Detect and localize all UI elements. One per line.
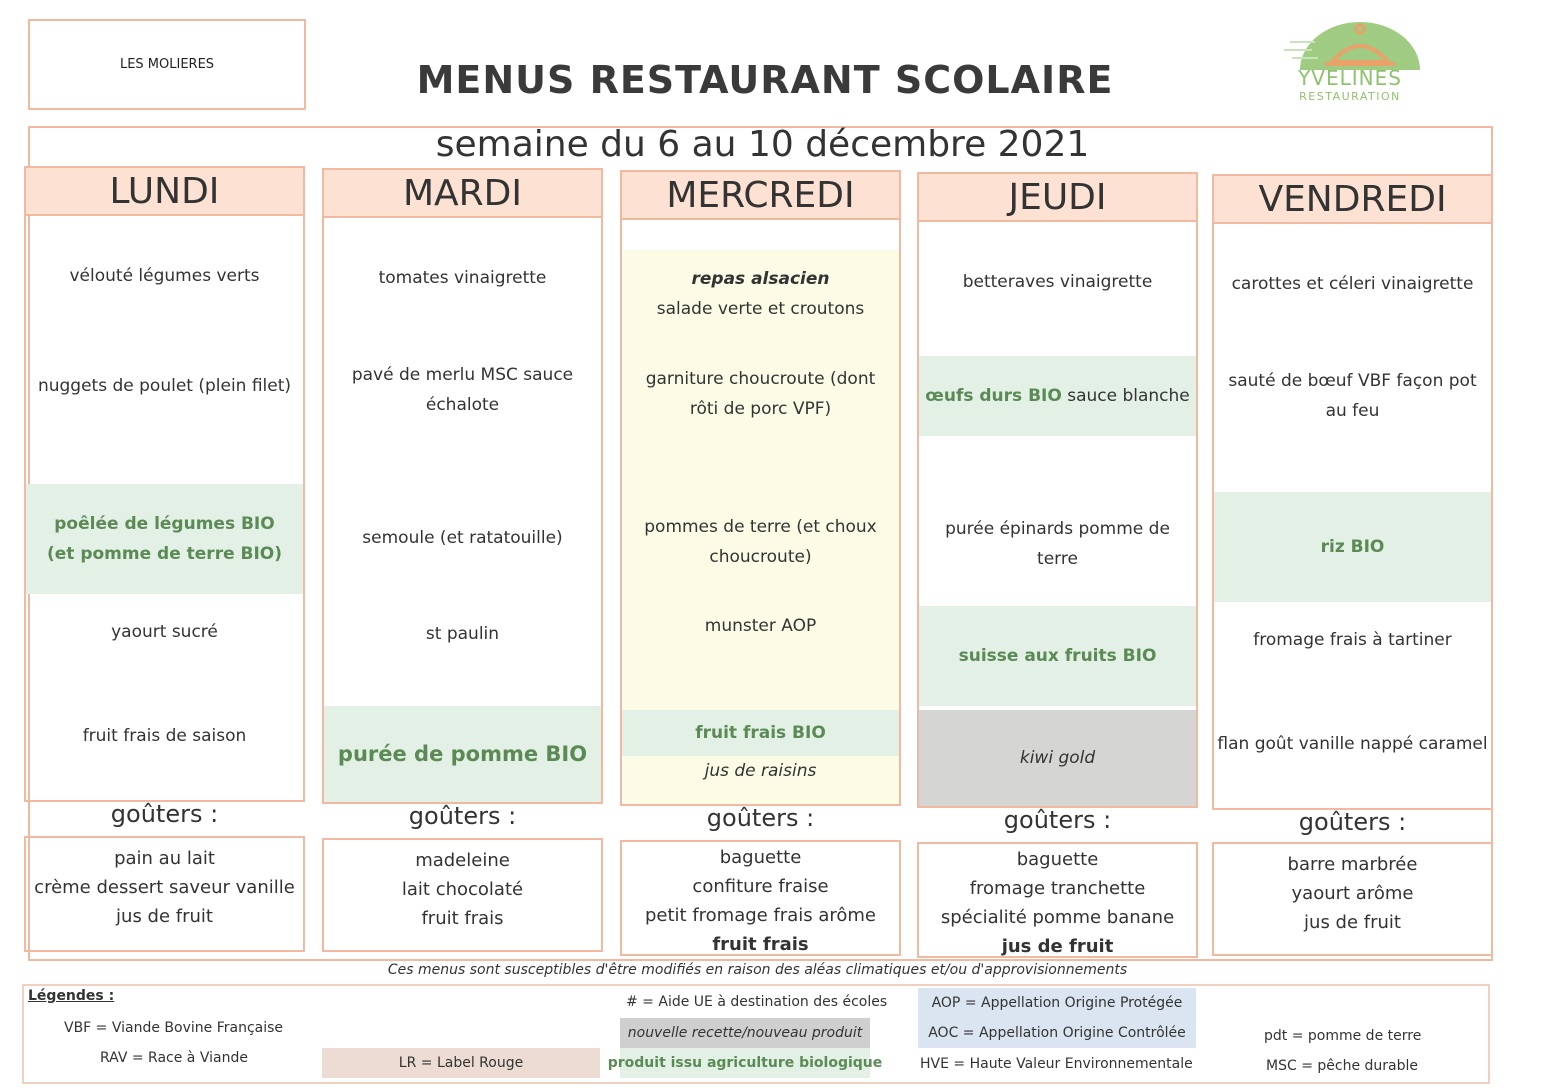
gouter-item: baguette — [719, 847, 802, 868]
menu-item-drink: jus de raisins — [704, 761, 817, 781]
legend-aoc: AOC = Appellation Origine Contrôlée — [918, 1018, 1196, 1048]
day-header: MARDI — [322, 168, 603, 218]
day-menu-body — [1212, 224, 1493, 810]
gouter-item: fruit frais — [712, 934, 809, 955]
day-menu-body — [24, 216, 305, 802]
school-name-box — [28, 19, 306, 110]
day-header: MERCREDI — [620, 170, 901, 220]
theme-meal-label: repas alsacien — [691, 269, 830, 289]
legend-aop: AOP = Appellation Origine Protégée — [918, 988, 1196, 1018]
gouter-item: barre marbrée — [1287, 854, 1418, 875]
menu-item-dairy: munster AOP — [704, 616, 817, 636]
menu-item-dairy: st paulin — [425, 624, 500, 644]
gouter-box — [322, 838, 603, 952]
menu-item-starter: repas alsacien salade verte et croutons — [622, 264, 899, 324]
gouter-item: confiture fraise — [692, 876, 829, 897]
gouter-title: goûters : — [408, 802, 517, 830]
week-title: semaine du 6 au 10 décembre 2021 — [435, 124, 1090, 165]
legend-label-rouge: LR = Label Rouge — [322, 1048, 600, 1078]
legend-vbf: VBF = Viande Bovine Française — [64, 1020, 284, 1036]
menu-item-starter: vélouté légumes verts — [69, 266, 260, 286]
gouter-box — [917, 842, 1198, 958]
menu-item-dessert: purée de pomme BIO — [324, 706, 601, 802]
gouter-item: baguette — [1016, 849, 1099, 870]
menu-item-side: riz BIO — [1214, 492, 1491, 602]
day-header: LUNDI — [24, 166, 305, 216]
gouter-item: fruit frais — [421, 908, 504, 929]
day-menu-body — [620, 220, 901, 806]
legend-msc: MSC = pêche durable — [1266, 1058, 1418, 1074]
day-menu-body — [322, 218, 603, 804]
legend-hve: HVE = Haute Valeur Environnementale — [920, 1056, 1193, 1072]
legend-pdt: pdt = pomme de terre — [1264, 1028, 1422, 1044]
logo-cloche-icon — [1270, 12, 1430, 72]
page-title: MENUS RESTAURANT SCOLAIRE — [416, 58, 1114, 102]
menu-item-dairy: yaourt sucré — [111, 622, 218, 642]
menu-item-dessert: kiwi gold — [919, 710, 1196, 806]
legend-rav: RAV = Race à Viande — [100, 1050, 248, 1066]
legend-box — [22, 984, 1490, 1084]
menu-item-main: pavé de merlu MSC sauce échalote — [351, 365, 574, 415]
day-header: VENDREDI — [1212, 174, 1493, 224]
gouter-item: petit fromage frais arôme — [644, 905, 876, 926]
menu-item-side: pommes de terre (et choux choucroute) — [644, 517, 877, 567]
menu-item-side: semoule (et ratatouille) — [362, 528, 563, 548]
menu-item-main: sauté de bœuf VBF façon pot au feu — [1228, 371, 1477, 421]
gouter-item: crème dessert saveur vanille — [34, 877, 295, 898]
menu-item-dessert: flan goût vanille nappé caramel — [1217, 734, 1488, 754]
menu-item-dessert: fruit frais de saison — [82, 726, 247, 746]
gouter-item: pain au lait — [114, 848, 215, 869]
gouter-box — [24, 836, 305, 952]
logo-sub: RESTAURATION — [1299, 90, 1401, 103]
school-name: LES MOLIERES — [119, 57, 215, 72]
menu-item-main: nuggets de poulet (plein filet) — [37, 376, 292, 396]
legend-aide-ue: # = Aide UE à destination des écoles — [626, 994, 888, 1010]
legend-bio: produit issu agriculture biologique — [620, 1048, 870, 1078]
disclaimer-note: Ces menus sont susceptibles d'être modifiés en raison des aléas climatiques et/ou d'approvisionnements — [387, 962, 1128, 978]
gouter-item: jus de fruit — [1001, 936, 1114, 957]
menu-item-main: œufs durs BIO sauce blanche — [919, 356, 1196, 436]
gouter-item: jus de fruit — [1304, 912, 1401, 933]
menu-item-dairy: fromage frais à tartiner — [1253, 630, 1452, 650]
gouter-title: goûters : — [706, 804, 815, 832]
gouter-title: goûters : — [1298, 808, 1407, 836]
yvelines-logo — [1270, 12, 1430, 107]
gouter-item: madeleine — [415, 850, 510, 871]
gouter-item: lait chocolaté — [401, 879, 524, 900]
gouter-box — [620, 840, 901, 956]
gouter-item: fromage tranchette — [969, 878, 1146, 899]
menu-item-dessert: fruit frais BIO — [622, 710, 899, 756]
gouter-item: jus de fruit — [116, 906, 213, 927]
gouter-item: yaourt arôme — [1291, 883, 1414, 904]
menu-item-main: garniture choucroute (dont rôti de porc VPF) — [645, 369, 876, 419]
legend-nouvelle-recette: nouvelle recette/nouveau produit — [620, 1018, 870, 1048]
menu-item-starter: betteraves vinaigrette — [962, 272, 1153, 292]
day-header: JEUDI — [917, 172, 1198, 222]
menu-item-dairy: suisse aux fruits BIO — [919, 606, 1196, 706]
gouter-title: goûters : — [1003, 806, 1112, 834]
menu-item-side: poêlée de légumes BIO (et pomme de terre BIO) — [26, 484, 303, 594]
menu-item-starter: tomates vinaigrette — [378, 268, 547, 288]
menu-item-side: purée épinards pomme de terre — [945, 519, 1170, 569]
gouter-title: goûters : — [110, 800, 219, 828]
logo-name: YVELINES — [1298, 66, 1402, 90]
day-menu-body — [917, 222, 1198, 808]
gouter-item: spécialité pomme banane — [940, 907, 1175, 928]
gouter-box — [1212, 842, 1493, 956]
menu-item-starter: carottes et céleri vinaigrette — [1231, 274, 1474, 294]
legend-title: Légendes : — [28, 988, 115, 1004]
